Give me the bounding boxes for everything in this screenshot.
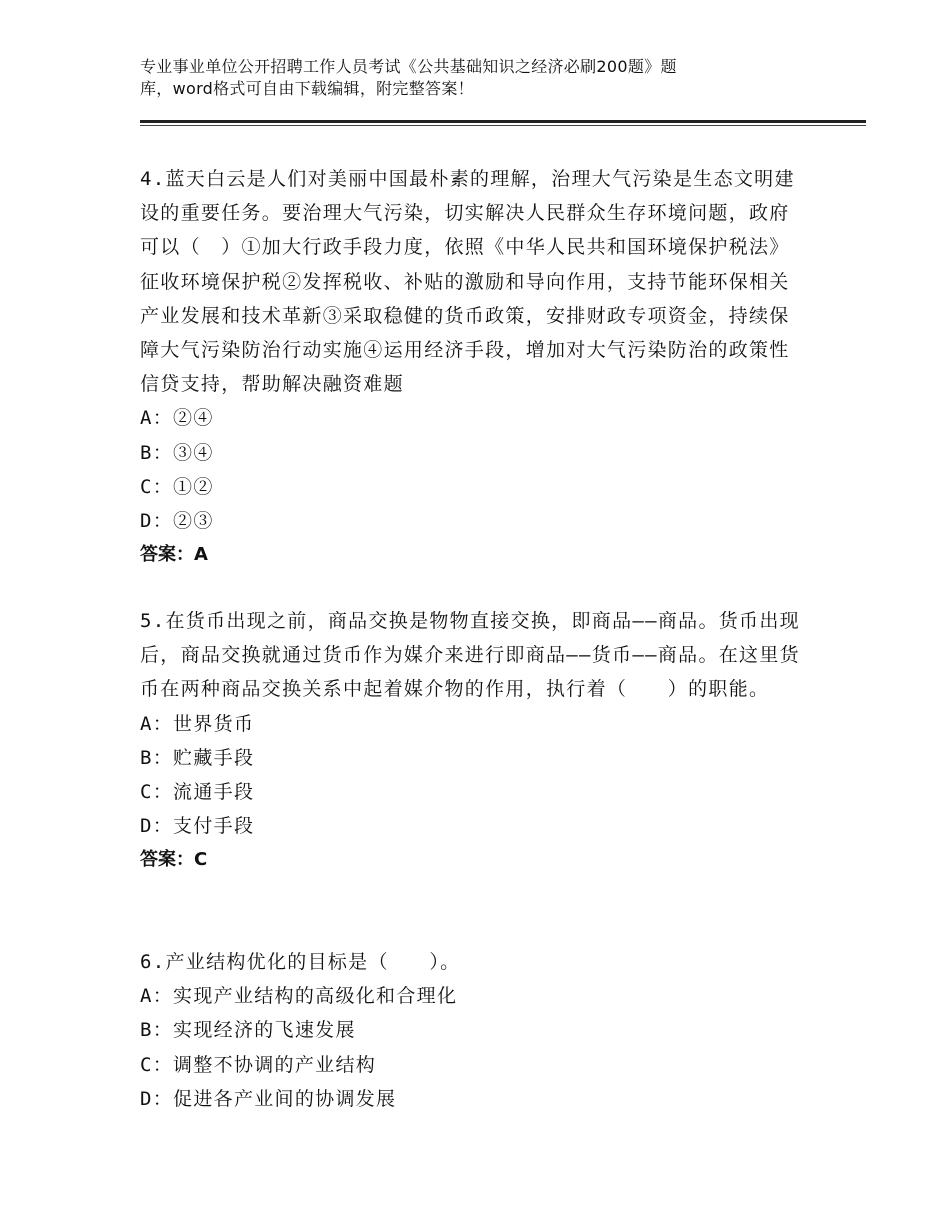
question-5 [140,604,800,877]
question-6-text: 6.产业结构优化的目标是（ ）。 [140,951,461,973]
question-5-option-a: A：世界货币 [140,712,255,735]
question-6-option-b: B：实现经济的飞速发展 [140,1019,356,1042]
question-5-text: 5.在货币出现之前，商品交换是物物直接交换，即商品——商品。货币出现后，商品交换就通过货币作为媒介来进行即商品——货币——商品。在这里货币在两种商品交换关系中起着媒介物的作用，执行着（ ）的职能。 [140,610,800,701]
question-6 [140,945,800,1116]
question-4-option-a: A：②④ [140,407,214,430]
question-6-option-d: D：促进各产业间的协调发展 [140,1087,397,1110]
header-title-line-2: 库，word格式可自由下载编辑，附完整答案！ [140,79,474,98]
question-6-option-c: C：调整不协调的产业结构 [140,1053,377,1076]
question-5-answer: 答案：C [140,849,208,871]
question-5-option-c: C：流通手段 [140,781,255,804]
document-header [140,56,780,100]
question-4-option-d: D：②③ [140,510,214,533]
header-divider-thick [140,120,866,123]
header-title-line-1: 专业事业单位公开招聘工作人员考试《公共基础知识之经济必刷200题》题 [140,57,677,76]
question-4-answer: 答案：A [140,544,208,566]
question-4-option-c: C：①② [140,475,214,498]
question-5-option-b: B：贮藏手段 [140,746,255,769]
question-4 [140,162,800,572]
question-4-option-b: B：③④ [140,441,214,464]
question-5-option-d: D：支付手段 [140,815,255,838]
question-4-text: 4.蓝天白云是人们对美丽中国最朴素的理解，治理大气污染是生态文明建设的重要任务。要治理大气污染，切实解决人民群众生存环境问题，政府可以（ ）①加大行政手段力度，依照《中华人民共和国环境保护税法》征收环境保护税②发挥税收、补贴的激励和导向作用，支持节能环保相关产业发展和技术革新③采取稳健的货币政策，安排财政专项资金，持续保障大气污染防治行动实施④运用经济手段，增加对大气污染防治的政策性信贷支持，帮助解决融资难题 [140,168,795,396]
header-divider-thin [140,125,866,126]
question-6-option-a: A：实现产业结构的高级化和合理化 [140,985,458,1008]
